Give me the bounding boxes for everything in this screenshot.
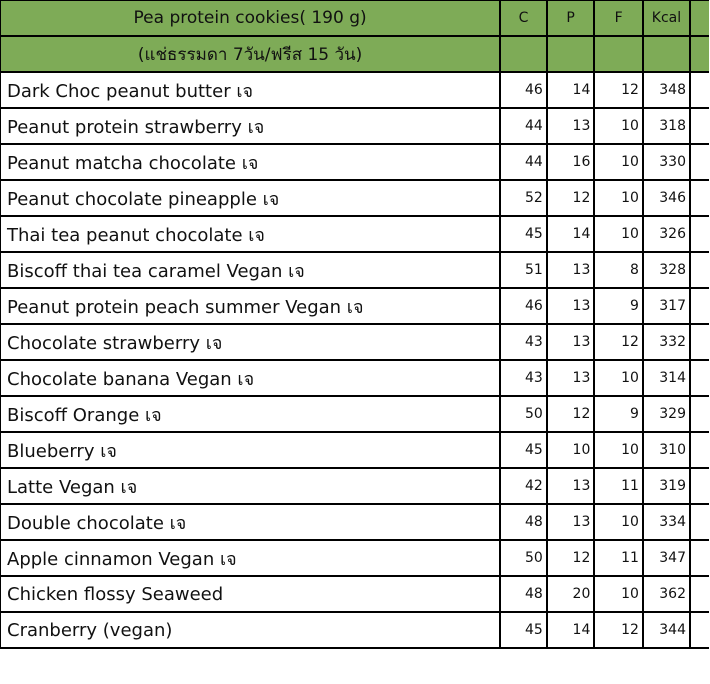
product-name: Thai tea peanut chocolate เจ [0,216,500,252]
carbs-value: 51 [500,252,547,288]
protein-value: 13 [547,504,595,540]
product-name: Peanut chocolate pineapple เจ [0,180,500,216]
table-row [0,612,709,648]
table-title: Pea protein cookies( 190 g) [0,0,500,36]
product-name: Biscoff thai tea caramel Vegan เจ [0,252,500,288]
protein-value: 13 [547,468,595,504]
table-row [0,144,709,180]
protein-value: 14 [547,612,595,648]
extra-cell [690,108,709,144]
fat-value: 10 [594,360,643,396]
carbs-value: 43 [500,324,547,360]
kcal-value: 329 [643,396,690,432]
carbs-value: 52 [500,180,547,216]
product-name: Latte Vegan เจ [0,468,500,504]
kcal-value: 332 [643,324,690,360]
table-row [0,180,709,216]
product-name: Peanut matcha chocolate เจ [0,144,500,180]
table-row [0,324,709,360]
fat-value: 10 [594,432,643,468]
kcal-value: 314 [643,360,690,396]
product-name: Peanut protein peach summer Vegan เจ [0,288,500,324]
carbs-value: 48 [500,576,547,612]
protein-value: 13 [547,252,595,288]
table-row [0,72,709,108]
kcal-value: 330 [643,144,690,180]
carbs-value: 43 [500,360,547,396]
table-row [0,576,709,612]
protein-value: 12 [547,396,595,432]
carbs-value: 46 [500,288,547,324]
kcal-value: 362 [643,576,690,612]
product-name: Chicken flossy Seaweed [0,576,500,612]
fat-value: 10 [594,180,643,216]
protein-value: 12 [547,540,595,576]
extra-cell [690,144,709,180]
fat-value: 10 [594,216,643,252]
extra-cell [690,36,709,72]
extra-cell [690,360,709,396]
empty-cell [594,36,643,72]
fat-value: 11 [594,540,643,576]
kcal-value: 310 [643,432,690,468]
column-header-p: P [547,0,595,36]
protein-value: 16 [547,144,595,180]
table-subtitle: (แช่ธรรมดา 7วัน/ฟรีส 15 วัน) [0,36,500,72]
product-name: Apple cinnamon Vegan เจ [0,540,500,576]
extra-cell [690,72,709,108]
fat-value: 12 [594,324,643,360]
carbs-value: 48 [500,504,547,540]
kcal-value: 318 [643,108,690,144]
kcal-value: 347 [643,540,690,576]
extra-cell [690,576,709,612]
extra-cell [690,612,709,648]
protein-value: 20 [547,576,595,612]
extra-cell [690,540,709,576]
table-row [0,252,709,288]
extra-cell [690,396,709,432]
protein-value: 13 [547,360,595,396]
table-row [0,360,709,396]
fat-value: 9 [594,288,643,324]
empty-cell [500,36,547,72]
carbs-value: 50 [500,396,547,432]
kcal-value: 334 [643,504,690,540]
column-header-c: C [500,0,547,36]
extra-cell [690,180,709,216]
fat-value: 12 [594,612,643,648]
subheader-row [0,36,709,72]
fat-value: 8 [594,252,643,288]
product-name: Peanut protein strawberry เจ [0,108,500,144]
extra-cell [690,0,709,36]
product-name: Cranberry (vegan) [0,612,500,648]
table-row [0,396,709,432]
fat-value: 10 [594,504,643,540]
fat-value: 10 [594,144,643,180]
empty-cell [547,36,595,72]
extra-cell [690,324,709,360]
protein-value: 14 [547,216,595,252]
product-name: Biscoff Orange เจ [0,396,500,432]
extra-cell [690,504,709,540]
carbs-value: 44 [500,144,547,180]
extra-cell [690,216,709,252]
kcal-value: 317 [643,288,690,324]
table-row [0,216,709,252]
header-row [0,0,709,36]
carbs-value: 42 [500,468,547,504]
fat-value: 10 [594,108,643,144]
protein-value: 13 [547,288,595,324]
carbs-value: 45 [500,216,547,252]
protein-value: 12 [547,180,595,216]
fat-value: 10 [594,576,643,612]
protein-value: 14 [547,72,595,108]
product-name: Blueberry เจ [0,432,500,468]
table-row [0,432,709,468]
table-row [0,468,709,504]
column-header-kcal: Kcal [643,0,690,36]
empty-cell [643,36,690,72]
column-header-f: F [594,0,643,36]
kcal-value: 346 [643,180,690,216]
carbs-value: 46 [500,72,547,108]
kcal-value: 328 [643,252,690,288]
carbs-value: 45 [500,432,547,468]
fat-value: 12 [594,72,643,108]
protein-value: 13 [547,324,595,360]
kcal-value: 319 [643,468,690,504]
fat-value: 11 [594,468,643,504]
carbs-value: 50 [500,540,547,576]
extra-cell [690,432,709,468]
table-row [0,108,709,144]
kcal-value: 326 [643,216,690,252]
product-name: Chocolate strawberry เจ [0,324,500,360]
table-row [0,540,709,576]
product-name: Chocolate banana Vegan เจ [0,360,500,396]
product-name: Dark Choc peanut butter เจ [0,72,500,108]
extra-cell [690,468,709,504]
carbs-value: 45 [500,612,547,648]
kcal-value: 344 [643,612,690,648]
carbs-value: 44 [500,108,547,144]
protein-value: 10 [547,432,595,468]
extra-cell [690,288,709,324]
table-row [0,288,709,324]
fat-value: 9 [594,396,643,432]
extra-cell [690,252,709,288]
table-row [0,504,709,540]
product-name: Double chocolate เจ [0,504,500,540]
kcal-value: 348 [643,72,690,108]
protein-value: 13 [547,108,595,144]
